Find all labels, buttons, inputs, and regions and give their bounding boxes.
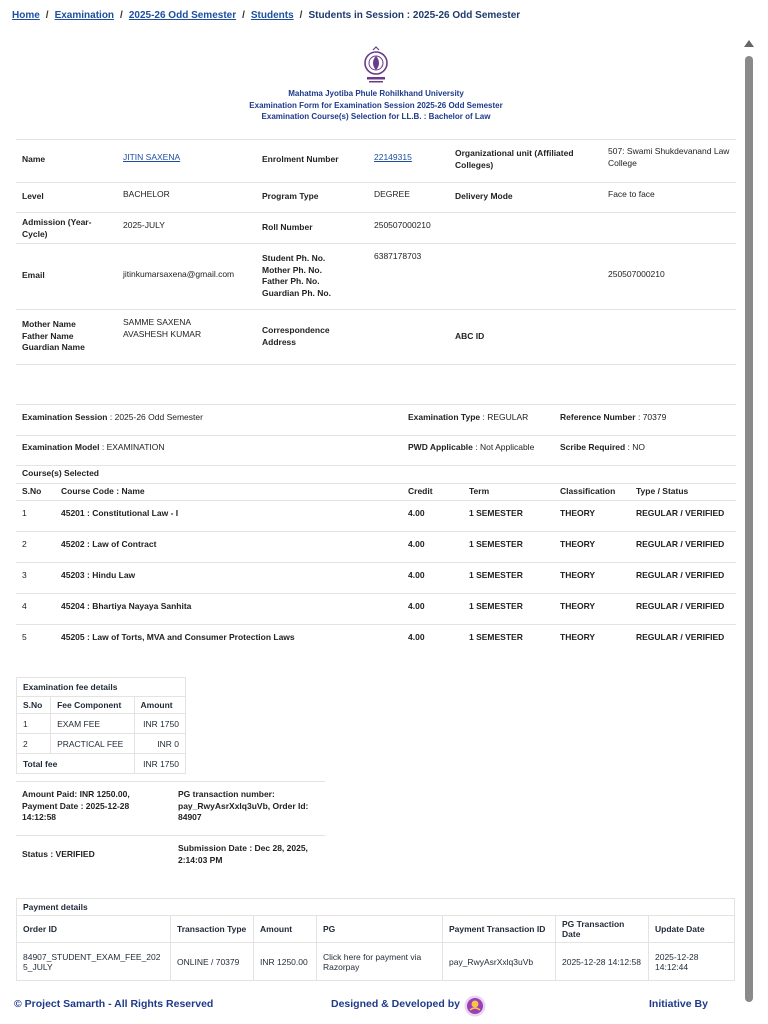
scribe-value: NO	[632, 442, 646, 452]
update-date: 2025-12-28 14:12:44	[649, 943, 735, 981]
divider	[16, 309, 736, 310]
course-term: 1 SEMESTER	[469, 632, 523, 642]
breadcrumb-examination-link[interactable]: Examination	[54, 10, 115, 21]
pay-via-razorpay-link[interactable]: Click here for payment via Razorpay	[317, 943, 443, 981]
guardian-name-label: Guardian Name	[22, 342, 85, 352]
amount-paid: Amount Paid: INR 1250.00, Payment Date : 2025-12-28 14:12:58	[22, 789, 130, 822]
course-classification: THEORY	[560, 601, 596, 611]
course-name: 45203 : Hindu Law	[61, 570, 136, 580]
parent-labels	[22, 319, 85, 354]
divider	[16, 243, 736, 244]
payment-amount: INR 1250.00	[254, 943, 317, 981]
breadcrumb-students-link[interactable]: Students	[250, 10, 294, 21]
email-value: jitinkumarsaxena@gmail.com	[123, 269, 235, 279]
course-type-status: REGULAR / VERIFIED	[636, 508, 725, 518]
divider	[16, 593, 736, 594]
pwd-applicable: PWD Applicable : Not Applicable	[408, 442, 535, 452]
payment-details-table	[16, 898, 735, 981]
father-name-value: AVASHESH KUMAR	[123, 328, 202, 339]
payment-header-pg-transaction-date: PG Transaction Date	[556, 916, 649, 943]
course-sno: 2	[22, 539, 27, 549]
org-unit-label: Organizational unit (Affiliated Colleges)	[455, 148, 574, 170]
divider	[16, 182, 736, 183]
courses-title: Course(s) Selected	[22, 468, 99, 478]
table-row	[17, 714, 186, 734]
fee-sno: 2	[17, 734, 51, 754]
exam-session-value: 2025-26 Odd Semester	[114, 412, 203, 422]
divider	[16, 212, 736, 213]
payment-header-order-id: Order ID	[17, 916, 171, 943]
fee-sno: 1	[17, 714, 51, 734]
reference-number-value: 70379	[642, 412, 667, 422]
course-credit: 4.00	[408, 508, 425, 518]
divider	[16, 781, 325, 782]
program-type-value: DEGREE	[374, 189, 410, 199]
course-classification: THEORY	[560, 632, 596, 642]
payment-header-payment-transaction-id: Payment Transaction ID	[443, 916, 556, 943]
course-classification: THEORY	[560, 539, 596, 549]
status-text: Status : VERIFIED	[22, 849, 95, 859]
course-name: 45205 : Law of Torts, MVA and Consumer Protection Laws	[61, 632, 295, 642]
course-type-status: REGULAR / VERIFIED	[636, 601, 725, 611]
student-phone-label: Student Ph. No.	[262, 253, 326, 263]
payment-transaction-type: ONLINE / 70379	[171, 943, 254, 981]
delivery-mode-label: Delivery Mode	[455, 191, 513, 201]
fee-header-amount: Amount	[134, 697, 186, 714]
exam-session: Examination Session : 2025-26 Odd Semester	[22, 412, 203, 422]
student-name-link[interactable]: JITIN SAXENA	[123, 152, 181, 162]
fee-total-label: Total fee	[17, 754, 135, 774]
phone-labels	[262, 253, 331, 299]
roll-number-label: Roll Number	[262, 222, 313, 232]
payment-transaction-id: pay_RwyAsrXxlq3uVb	[443, 943, 556, 981]
course-name: 45204 : Bhartiya Nayaya Sanhita	[61, 601, 192, 611]
course-header-name: Course Code : Name	[61, 486, 145, 496]
course-header-type-status: Type / Status	[636, 486, 689, 496]
fees-title: Examination fee details	[17, 678, 186, 697]
course-sno: 4	[22, 601, 27, 611]
divider	[16, 483, 736, 484]
org-unit-value: 507: Swami Shukdevanand Law College	[608, 146, 730, 168]
enrolment-label: Enrolment Number	[262, 154, 339, 164]
fee-amount: INR 1750	[134, 714, 186, 734]
course-header-sno: S.No	[22, 486, 42, 496]
roll-number-value: 250507000210	[374, 220, 431, 230]
payment-header-transaction-type: Transaction Type	[171, 916, 254, 943]
table-row	[17, 734, 186, 754]
divider	[16, 562, 736, 563]
fee-total-value: INR 1750	[134, 754, 186, 774]
divider	[16, 624, 736, 625]
extra-value: 250507000210	[608, 269, 665, 279]
payment-details-title: Payment details	[17, 899, 735, 916]
course-header-credit: Credit	[408, 486, 433, 496]
reference-number: Reference Number : 70379	[560, 412, 667, 422]
program-type-label: Program Type	[262, 191, 319, 201]
course-term: 1 SEMESTER	[469, 539, 523, 549]
correspondence-label: Correspondence Address	[262, 325, 330, 347]
divider	[16, 500, 736, 501]
footer-initiative-by: Initiative By	[649, 998, 708, 1010]
scribe-label: Scribe Required	[560, 442, 626, 452]
submission-date: Submission Date : Dec 28, 2025, 2:14:03 PM	[178, 843, 308, 865]
scrollbar-thumb[interactable]	[745, 56, 753, 1002]
samarth-logo-icon[interactable]	[464, 995, 486, 1017]
divider	[16, 139, 736, 140]
course-term: 1 SEMESTER	[469, 601, 523, 611]
course-type-status: REGULAR / VERIFIED	[636, 539, 725, 549]
fee-component: EXAM FEE	[51, 714, 134, 734]
course-header-classification: Classification	[560, 486, 616, 496]
course-name: 45201 : Constitutional Law - I	[61, 508, 179, 518]
fee-header-component: Fee Component	[51, 697, 134, 714]
breadcrumb-current: Students in Session : 2025-26 Odd Semester	[308, 10, 521, 21]
scribe-required: Scribe Required : NO	[560, 442, 646, 452]
course-name: 45202 : Law of Contract	[61, 539, 157, 549]
guardian-phone-label: Guardian Ph. No.	[262, 287, 331, 298]
footer-designed-by: Designed & Developed by	[331, 998, 460, 1010]
mother-phone-label: Mother Ph. No.	[262, 264, 322, 275]
divider	[16, 835, 325, 836]
course-credit: 4.00	[408, 632, 425, 642]
course-selection-title: Examination Course(s) Selection for LL.B. : Bachelor of Law	[261, 112, 491, 121]
university-logo-icon	[361, 46, 391, 86]
exam-model-value: EXAMINATION	[106, 442, 165, 452]
level-label: Level	[22, 191, 44, 201]
course-credit: 4.00	[408, 570, 425, 580]
pwd-label: PWD Applicable	[408, 442, 473, 452]
divider	[16, 435, 736, 436]
course-type-status: REGULAR / VERIFIED	[636, 632, 725, 642]
admission-label: Admission (Year-Cycle)	[22, 217, 92, 239]
vertical-scrollbar[interactable]	[744, 40, 754, 980]
parent-values	[123, 317, 201, 340]
enrolment-number-link[interactable]: 22149315	[374, 152, 412, 162]
pg-transaction-date: 2025-12-28 14:12:58	[556, 943, 649, 981]
course-term: 1 SEMESTER	[469, 570, 523, 580]
divider	[16, 364, 736, 365]
form-header	[0, 46, 752, 123]
form-title: Examination Form for Examination Session 2025-26 Odd Semester	[249, 100, 503, 110]
divider	[16, 465, 736, 466]
fee-header-sno: S.No	[17, 697, 51, 714]
mother-name-value: SAMME SAXENA	[123, 317, 192, 327]
course-classification: THEORY	[560, 508, 596, 518]
breadcrumb: Home / Examination / 2025-26 Odd Semester / Students / Students in Session : 2025-26 Odd Semester	[12, 10, 521, 21]
fees-table	[16, 677, 186, 774]
fee-total-row	[17, 754, 186, 774]
father-phone-label: Father Ph. No.	[262, 276, 320, 286]
mother-name-label: Mother Name	[22, 319, 76, 329]
course-classification: THEORY	[560, 570, 596, 580]
divider	[16, 531, 736, 532]
exam-type-label: Examination Type	[408, 412, 481, 422]
name-label: Name	[22, 154, 46, 164]
breadcrumb-home-link[interactable]: Home	[12, 10, 40, 21]
course-sno: 5	[22, 632, 27, 642]
level-value: BACHELOR	[123, 189, 170, 199]
payment-header-pg: PG	[317, 916, 443, 943]
course-type-status: REGULAR / VERIFIED	[636, 570, 725, 580]
course-credit: 4.00	[408, 601, 425, 611]
course-sno: 1	[22, 508, 27, 518]
payment-order-id: 84907_STUDENT_EXAM_FEE_2025_JULY	[17, 943, 171, 981]
footer-copyright: © Project Samarth - All Rights Reserved	[14, 998, 214, 1010]
fee-amount: INR 0	[134, 734, 186, 754]
father-name-label: Father Name	[22, 330, 74, 341]
course-sno: 3	[22, 570, 27, 580]
breadcrumb-semester-link[interactable]: 2025-26 Odd Semester	[128, 10, 237, 21]
student-phone-value: 6387178703	[374, 251, 422, 261]
admission-value: 2025-JULY	[123, 220, 165, 230]
exam-type: Examination Type : REGULAR	[408, 412, 529, 422]
university-name: Mahatma Jyotiba Phule Rohilkhand University	[288, 89, 464, 98]
divider	[16, 404, 736, 405]
delivery-mode-value: Face to face	[608, 189, 655, 199]
course-credit: 4.00	[408, 539, 425, 549]
course-header-term: Term	[469, 486, 490, 496]
course-term: 1 SEMESTER	[469, 508, 523, 518]
exam-type-value: REGULAR	[487, 412, 529, 422]
pg-transaction-number: PG transaction number: pay_RwyAsrXxlq3uVb, Order Id: 84907	[178, 789, 309, 822]
exam-session-label: Examination Session	[22, 412, 108, 422]
reference-number-label: Reference Number	[560, 412, 636, 422]
email-label: Email	[22, 270, 45, 280]
table-row	[17, 943, 735, 981]
exam-model: Examination Model : EXAMINATION	[22, 442, 165, 452]
pwd-value: Not Applicable	[479, 442, 535, 452]
payment-header-amount: Amount	[254, 916, 317, 943]
fee-component: PRACTICAL FEE	[51, 734, 134, 754]
abc-id-label: ABC ID	[455, 331, 485, 341]
exam-model-label: Examination Model	[22, 442, 100, 452]
payment-header-update-date: Update Date	[649, 916, 735, 943]
